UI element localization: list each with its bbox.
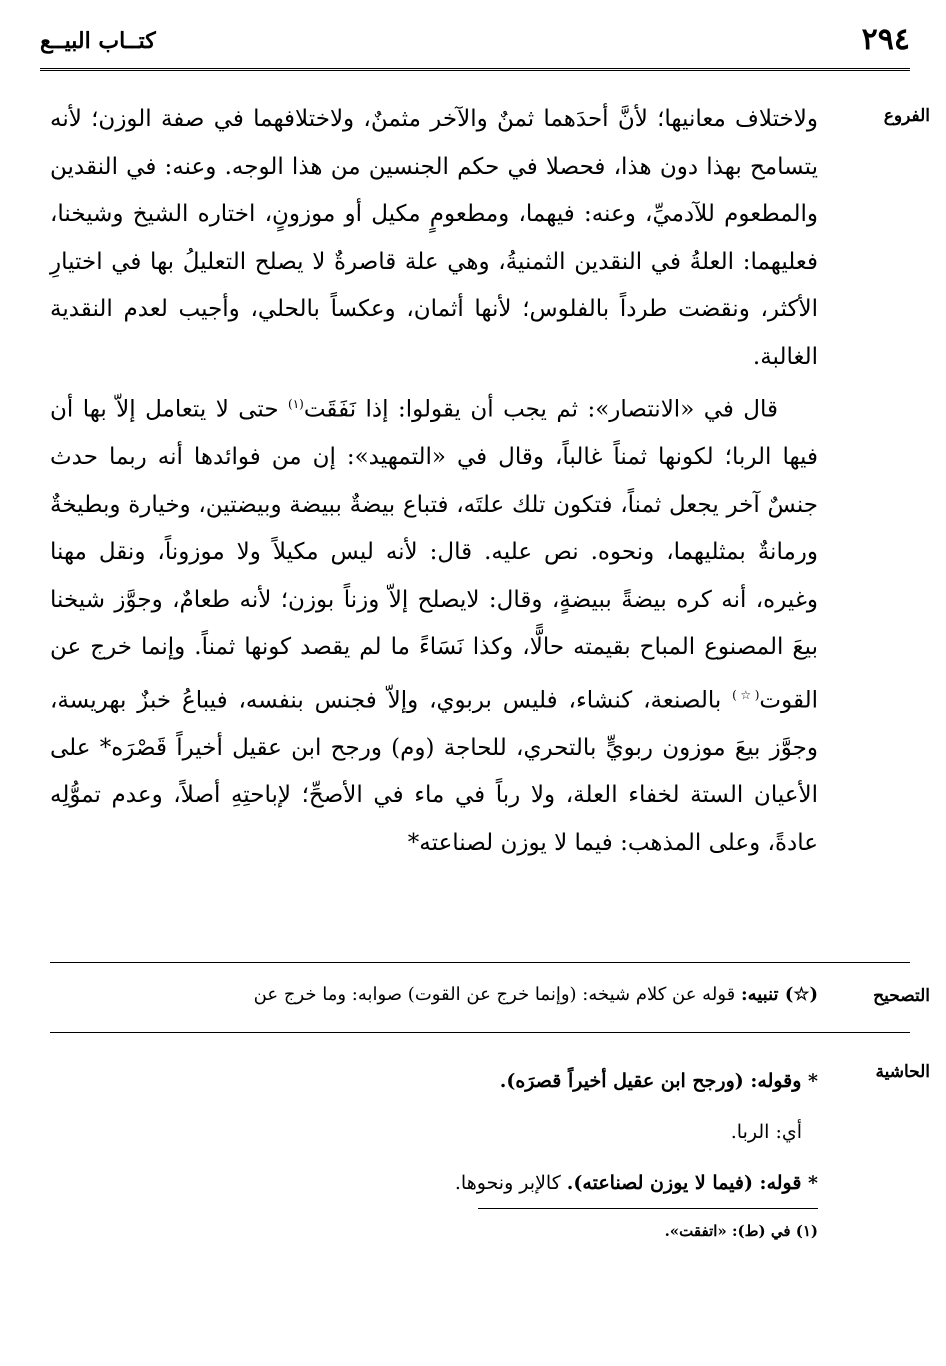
footnote-rule xyxy=(478,1208,818,1209)
paragraph-2-part-c: بالصنعة، كنشاء، فليس بربوي، وإلاّ فجنس بنفسه، فيباعُ خبزٌ بهريسة، وجوَّز بيعَ موزون ربويٍّ بالتحري، للحاجة (وم) ورجح ابن عقيل أخيراً قَصْرَه* على الأعيان الستة لخفاء العلة، ولا رباً في ماء في الأصحِّ؛ لإباحتِهِ أصلاً، وعدم تموُّلِه عادةً، وعلى المذهب: فيما لا يوزن لصناعته* xyxy=(50,687,818,856)
paragraph-1: ولاختلاف معانيها؛ لأنَّ أحدَهما ثمنٌ والآخر مثمنٌ، ولاختلافهما في صفة الوزن؛ لأنه يتسامح بهذا دون هذا، فحصلا في حكم الجنسين من هذا الوجه. وعنه: في النقدين والمطعوم للآدميِّ، وعنه: فيهما، ومطعومٍ مكيل أو موزونٍ، اختاره الشيخ وشيخنا، فعليهما: العلةُ في النقدين الثمنيةُ، وهي علة قاصرةٌ لا يصلح التعليلُ بها في اختيارِ الأكثر، ونقضت طرداً بالفلوس؛ لأنها أثمان، وعكساً بالحلي، وأجيب لعدم النقدية الغالبة. xyxy=(50,106,818,370)
paragraph-2-part-a: قال في «الانتصار»: ثم يجب أن يقولوا: إذا نَفَقَت xyxy=(303,396,779,423)
paragraph-2 xyxy=(50,381,818,867)
hashiya-line-1 xyxy=(120,1056,818,1107)
hashiya-line-2: أي: الربا. xyxy=(730,1121,802,1143)
hashiya-text xyxy=(120,1056,818,1209)
tashih-heading: (☆) تنبيه: xyxy=(740,984,818,1005)
side-label-tashih: التصحيح xyxy=(873,986,930,1006)
section-divider-tashih xyxy=(50,962,910,963)
hashiya-line-3-heading: * قوله: (فيما لا يوزن لصناعته). xyxy=(566,1172,818,1194)
hashiya-line-1-text: * وقوله: (ورجح ابن عقيل أخيراً قصرَه). xyxy=(499,1070,818,1092)
tashih-body: قوله عن كلام شيخه: (وإنما خرج عن القوت) صوابه: وما خرج عن xyxy=(253,984,741,1005)
footnote-ref: (١) xyxy=(288,397,304,411)
side-label-hashiya: الحاشية xyxy=(875,1062,930,1082)
hashiya-line-3 xyxy=(120,1158,818,1209)
hashiya-line-3-body: كالإبر ونحوها. xyxy=(454,1172,567,1194)
running-title: كتــاب البيــع xyxy=(40,28,156,54)
footnote: (١) في (ط): «اتفقت». xyxy=(664,1222,818,1240)
section-divider-hashiya xyxy=(50,1032,910,1033)
tashih-text xyxy=(50,982,818,1008)
header-rule xyxy=(40,68,910,71)
main-text xyxy=(50,96,818,867)
paragraph-2-part-b: حتى لا يتعامل إلاّ بها أن فيها الربا؛ لكونها ثمناً غالباً، وقال في «التمهيد»: إن من فوائدها أنه ربما حدث جنسٌ آخر يجعل ثمناً، فتكون تلك علتَه، فتباع بيضةٌ ببيضة وبيضتين، وخيارة وبطيخةٌ ورمانةٌ بمثليهما، ونحوه. نص عليه. قال: لأنه ليس مكيلاً ولا موزوناً، ونقل مهنا وغيره، أنه كره بيضةً ببيضةٍ، وقال: لايصلح إلاّ وزناً بوزن؛ لأنه طعامٌ، وجوَّز شيخنا بيعَ المصنوع المباح بقيمته حالًّا، وكذا نَسَاءً ما لم يقصد كونها ثمناً. وإنما خرج عن القوت xyxy=(50,396,818,714)
side-label-furu: الفروع xyxy=(883,106,930,126)
page-number: ٢٩٤ xyxy=(861,22,910,57)
star-ref: (☆) xyxy=(732,687,760,702)
